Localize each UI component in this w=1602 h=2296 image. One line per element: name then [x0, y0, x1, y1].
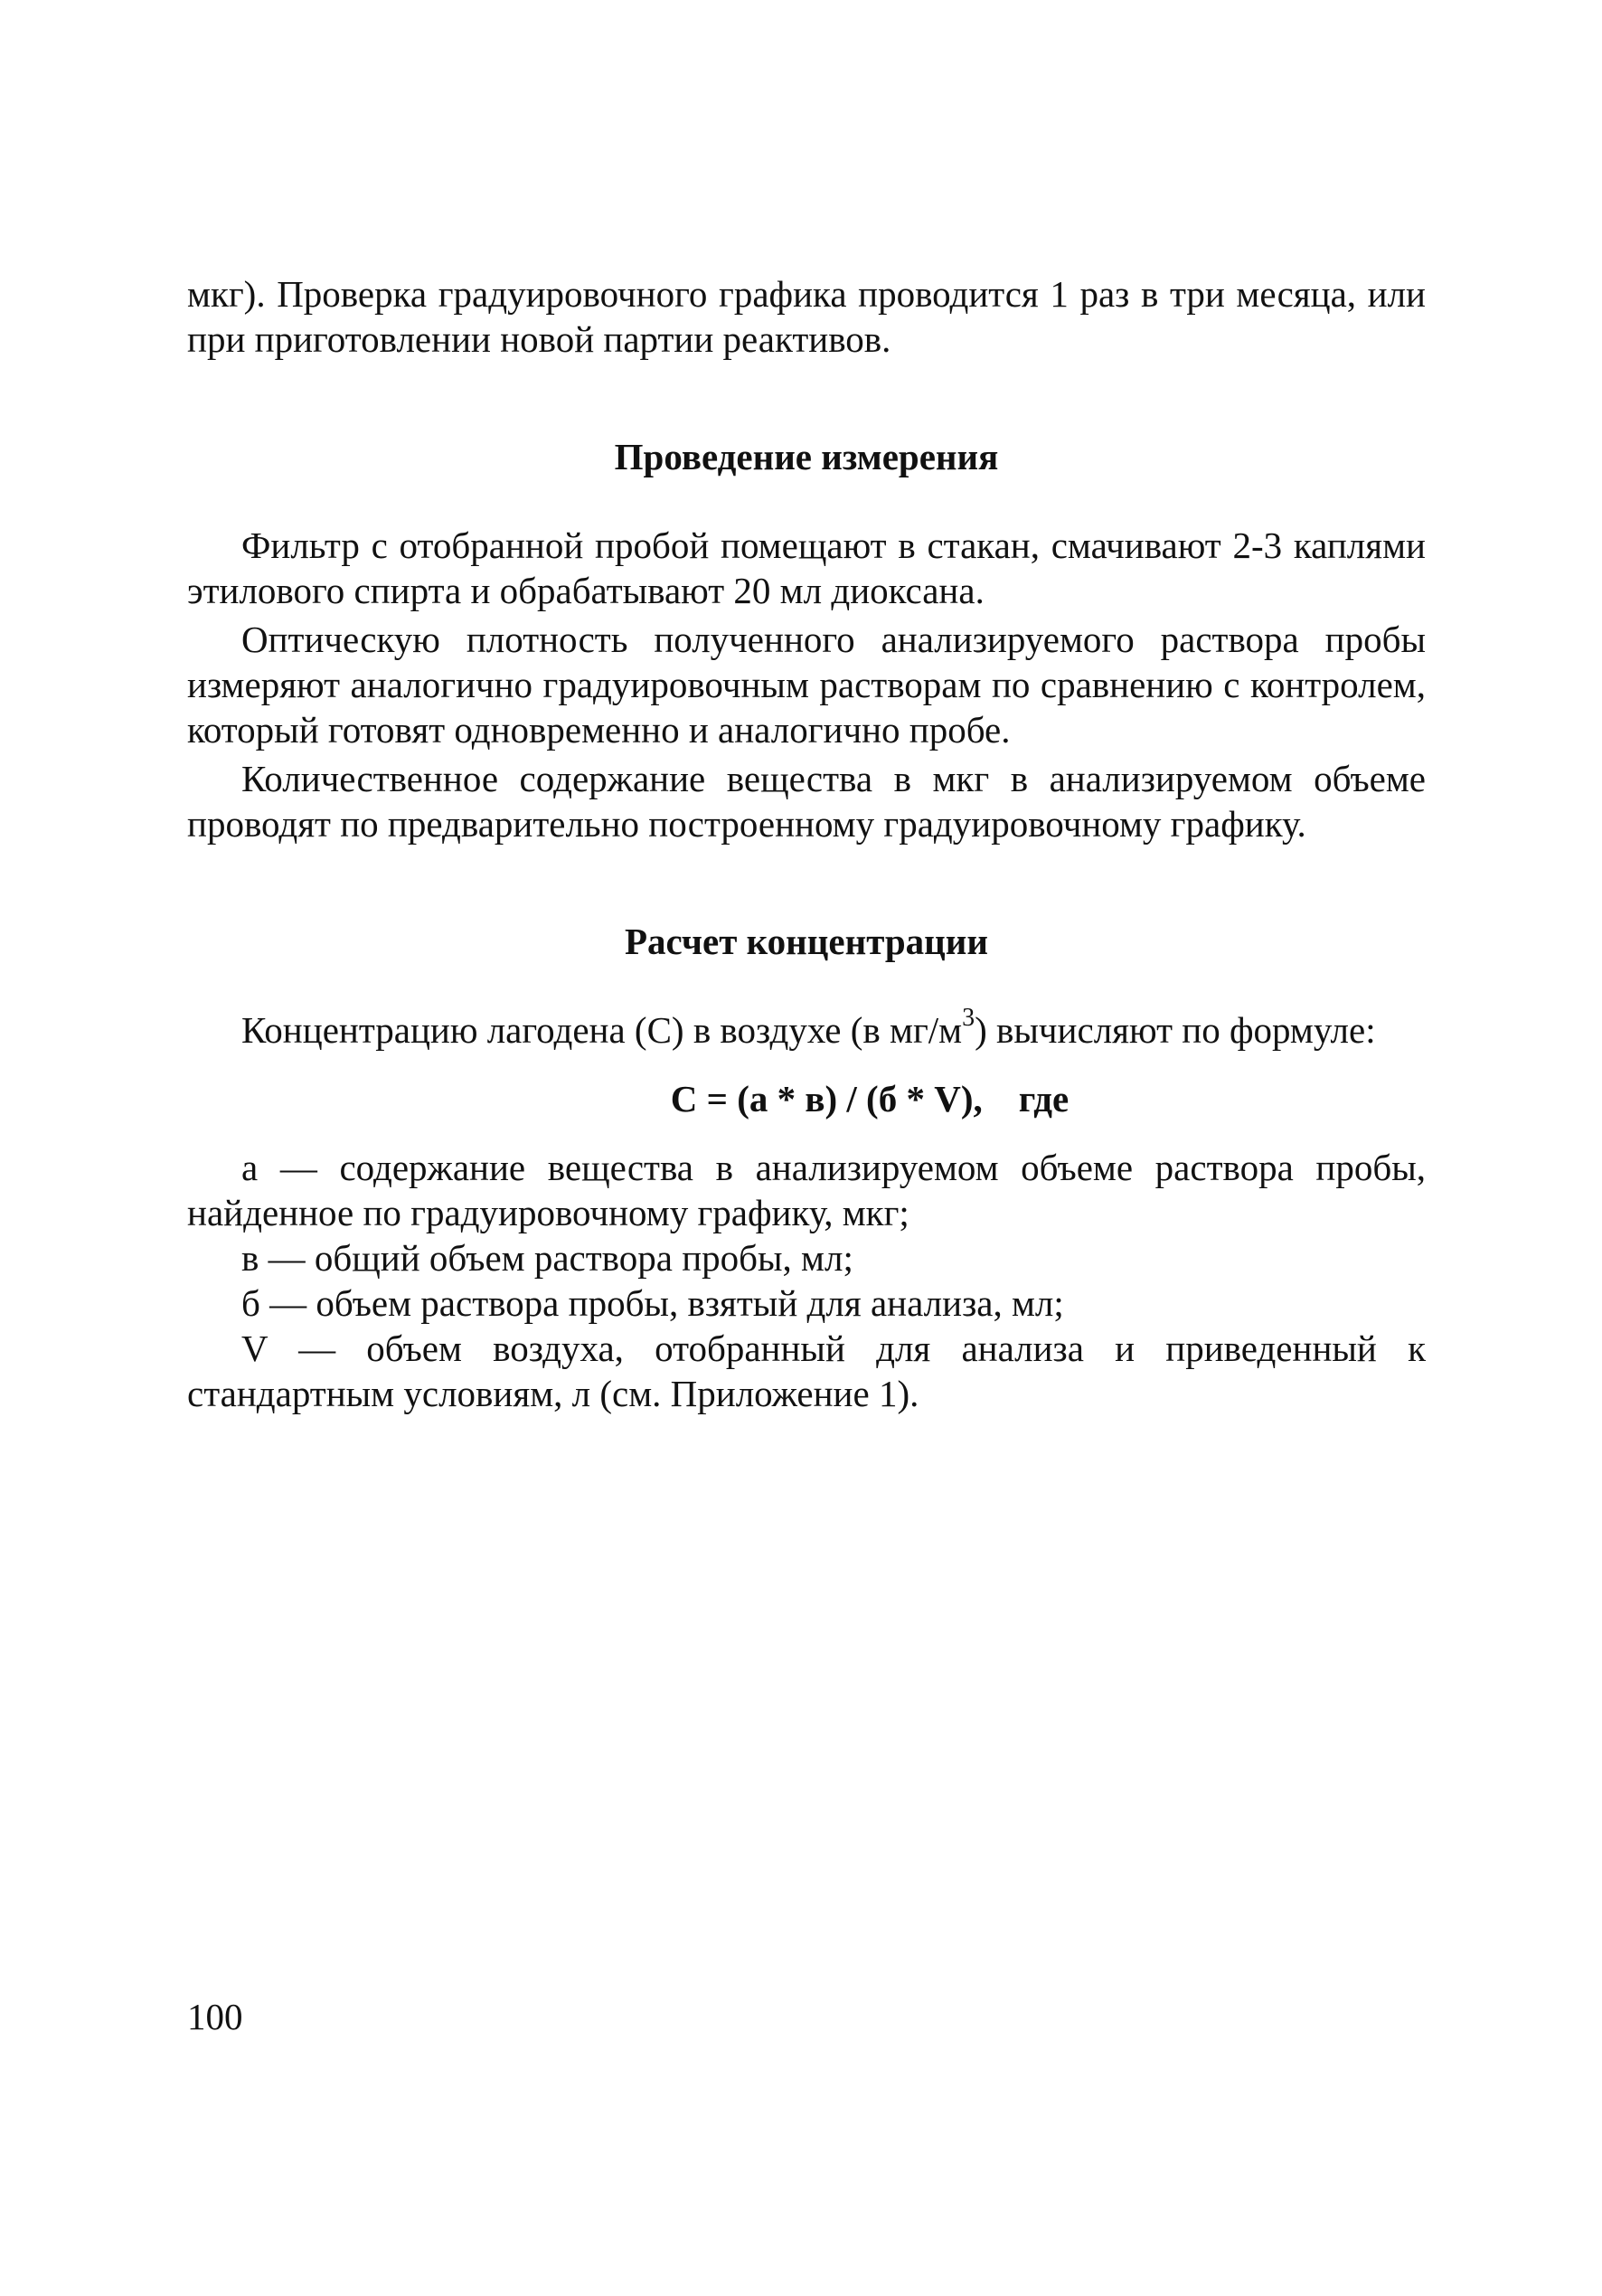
measurement-paragraph-1: Фильтр с отобранной пробой помещают в стакан, смачивают 2-3 каплями этилового спирта и обрабатывают 20 мл диоксана. [187, 524, 1426, 611]
measurement-paragraph-2: Оптическую плотность полученного анализируемого раствора пробы измеряют аналогично градуировочным растворам по сравнению с контролем, который готовят одновременно и аналогично пробе. [187, 619, 1426, 751]
document-page [187, 271, 1426, 1416]
page-number: 100 [187, 1996, 243, 2037]
concentration-formula [187, 1076, 1426, 1121]
formula-expression: С = (а * в) / (б * V), [670, 1078, 983, 1120]
definition-v-upper: V — объем воздуха, отобранный для анализа и приведенный к стандартным условиям, л (см. Приложение 1). [187, 1328, 1426, 1414]
cubic-superscript: 3 [962, 1004, 975, 1033]
calculation-text-before: Концентрацию лагодена (С) в воздухе (в мг/м [241, 1009, 963, 1051]
definition-a: а — содержание вещества в анализируемом объеме раствора пробы, найденное по градуировочному графику, мкг; [187, 1147, 1426, 1233]
calculation-paragraph [187, 1004, 1426, 1053]
intro-paragraph: мкг). Проверка градуировочного графика проводится 1 раз в три месяца, или при приготовлении новой партии реактивов. [187, 273, 1426, 360]
section-heading-calculation: Расчет концентрации [624, 921, 989, 962]
measurement-paragraph-3: Количественное содержание вещества в мкг в анализируемом объеме проводят по предварительно построенному градуировочному графику. [187, 758, 1426, 845]
formula-where: где [1018, 1078, 1070, 1120]
definition-v-lower: в — общий объем раствора пробы, мл; [241, 1237, 853, 1279]
section-heading-measurement: Проведение измерения [614, 436, 999, 477]
calculation-text-after: ) вычисляют по формуле: [975, 1009, 1376, 1051]
definition-b: б — объем раствора пробы, взятый для анализа, мл; [241, 1282, 1064, 1324]
